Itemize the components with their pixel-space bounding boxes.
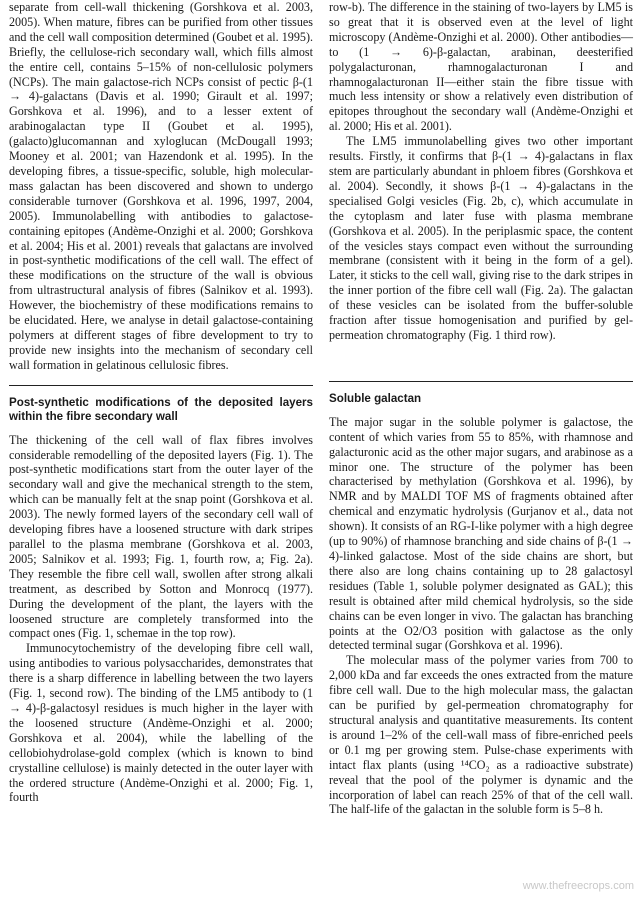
body-paragraph: The LM5 immunolabelling gives two other important results. Firstly, it confirms that β-(1 → 4)-galactans in flax stem are particularly abundant in phloem fibres (Gorshkova et al. 2004). Secondly, it shows β-(1 → 4)-galactans in the specialised Golgi vesicles (Fig. 2b, c), which accumulate in the cytoplasm and later fuse with plasma membrane (Gorshkova et al. 2005). In the periplasmic space, the content of the vesicles stays compact even without the surrounding membrane (consistent with it being in the form of a gel). Later, it sticks to the cell wall, giving rise to the dark stripes in the inner portion of the fibre cell wall (Fig. 2a). The galactan of these vesicles can be isolated from the buffer-soluble fraction after tissue homogenisation and purified by gel-permeation chromatography (Fig. 1 third row). [329, 134, 633, 342]
section-rule [9, 385, 313, 806]
watermark: www.thefreecrops.com [522, 880, 634, 892]
body-paragraph: The major sugar in the soluble polymer is galactose, the content of which varies from 55 to 85%, with rhamnose and galacturonic acid as the other major sugars, and arabinose as a minor one. The structure of the polymer has been characterised by methylation (Gorshkova et al. 1996), by NMR and by MALDI TOF MS of fragments obtained after chemical and enzymatic hydrolysis (Gurjanov et al., data not shown). It consists of an RG-I-like polymer with a high degree (up to 90%) of rhamnose branching and side chains of β-(1 → 4)-linked galactose. Most of the side chains are short, but there also are long chains containing up to 28 galactosyl residues (Table 1, soluble polymer designated as GAL); this result is obtained after mild chemical hydrolysis, so the side chains can be even longer in vivo. The galactan has branching points at the O2/O3 position with galactose as the only detected terminal sugar (Gorshkova et al. 1996). [329, 414, 633, 653]
left-column [9, 0, 313, 805]
section-heading-post-synthetic: Post-synthetic modifications of the deposited layers within the fibre secondary wall [9, 395, 313, 423]
section-rule [329, 381, 633, 817]
body-paragraph: The molecular mass of the polymer varies from 700 to 2,000 kDa and far exceeds the ones extracted from the mature fibre cell wall. Due to the high molecular mass, the galactan can be purified by gel-permeation chromatography for structural analysis and quantitative measurements. Its content is around 1–2% of the cell-wall mass of fibre-enriched peels or 0.1 mg per growing stem. Pulse-chase experiments with intact flax plants (using ¹⁴CO₂ as a radioactive substrate) reveal that the pool of the polymer is dynamic and the incorporation of label can reach 25% of that of the cell wall. The half-life of the galactan in the soluble form is 5–8 h. [329, 653, 633, 817]
body-paragraph: Immunocytochemistry of the developing fibre cell wall, using antibodies to various polysaccharides, demonstrates that there is a sharp difference in labelling between the two layers (Fig. 1, second row). The binding of the LM5 antibody to (1 → 4)-β-galactosyl residues is much higher in the layer with the loosened structure (Andème-Onzighi et al. 2000; Gorshkova et al. 2004), while the labelling of the cellobiohydrolase-gold complex (which is known to bind crystalline cellulose) is mainly detected in the outer layer with the ordered structure (Andème-Onzighi et al. 2000; Fig. 1, fourth [9, 641, 313, 805]
body-paragraph: row-b). The difference in the staining of two-layers by LM5 is so great that it is observed even at the level of light microscopy (Andème-Onzighi et al. 2000). Other antibodies—to (1 → 6)-β-galactan, arabinan, deesterified polygalacturonan, rhamnogalacturonan I and rhamnogalacturonan II—either stain the fibre tissue with much less intensity or show a relatively even distribution of epitopes throughout the secondary wall (Andème-Onzighi et al. 2000; His et al. 2001). [329, 0, 633, 134]
section-heading-soluble-galactan: Soluble galactan [329, 391, 422, 405]
body-paragraph: The thickening of the cell wall of flax fibres involves considerable remodelling of the deposited layers (Fig. 1). The post-synthetic modifications start from the outer layer of the secondary wall and give the mechanical strength to the stem, which can be manually felt at the snap point (Gorshkova et al. 2003). The newly formed layers of the secondary cell wall of developing fibres have a loosened structure with dark stripes parallel to the plasma membrane (Gorshkova et al. 2003, 2005; Salnikov et al. 1993; Fig. 1, fourth row, a; Fig. 2a). They resemble the fibre cell wall, swollen after strong alkali treatment, as described by Sotton and Monrocq (1977). During the development of the plant, the layers with the loosened structure are completely transformed into the compact ones (Fig. 1, schemae in the top row). [9, 432, 313, 641]
right-column [329, 0, 633, 817]
intro-paragraph: separate from cell-wall thickening (Gorshkova et al. 2003, 2005). When mature, fibres can be purified from other tissues and the cell wall composition determined (Goubet et al. 1995). Briefly, the cellulose-rich secondary wall, which fills almost the entire cell, contains 5–15% of non-cellulosic polymers (NCPs). The main galactose-rich NCPs consist of pectic β-(1 → 4)-galactans (Davis et al. 1990; Girault et al. 1997; Gorshkova et al. 1996), and to a lesser extent of arabinogalactan type II (Goubet et al. 1995), (galacto)glucomannan and xyloglucan (McDougall 1993; Mooney et al. 2001; van Hazendonk et al. 1995). In the developing fibres, a tissue-specific, soluble, high molecular-mass galactan has been discovered and shown to undergo considerable turnover (Gorshkova et al. 1996, 1997, 2004, 2005). Immunolabelling with antibodies to galactose-containing epitopes (Andème-Onzighi et al. 2000; Gorshkova et al. 2004; His et al. 2001) reveals that galactans are involved in post-synthetic modifications of the cell wall. The effect of these modifications on the structure of the wall is obvious from ultrastructural analysis of fibres (Salnikov et al. 1993). However, the biochemistry of these modifications remains to be elucidated. Here, we analyse in detail galactose-containing polymers at different stages of fibre development to try to provide new insights into the mechanism of secondary cell wall formation in gelatinous cellulosic fibres. [9, 0, 313, 372]
